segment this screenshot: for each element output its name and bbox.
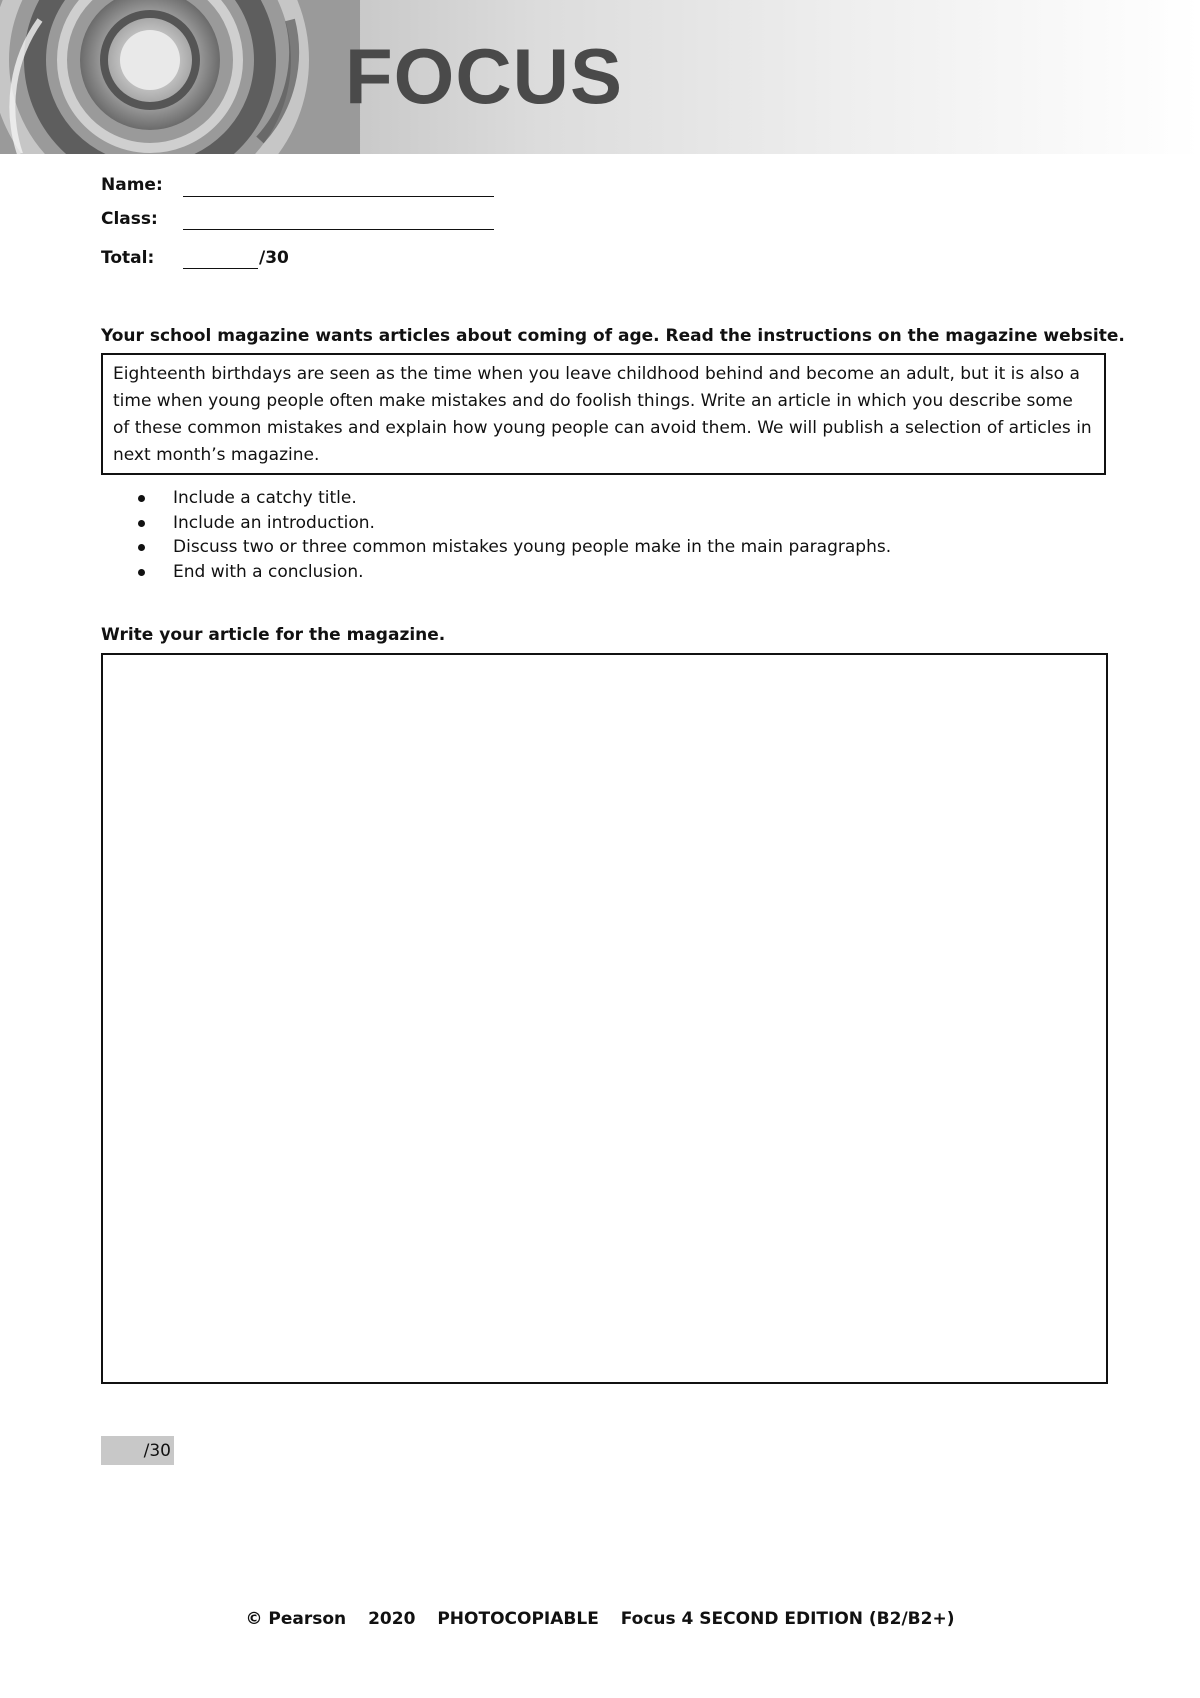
footer-year: 2020 [368,1609,416,1629]
list-item: End with a conclusion. [135,560,891,585]
task-bullet-list [135,486,891,584]
class-label: Class: [101,209,158,229]
footer [0,1609,1200,1629]
list-item: Include a catchy title. [135,486,891,511]
article-answer-box[interactable] [101,653,1108,1384]
focus-logo: FOCUS [345,32,623,120]
list-item: Discuss two or three common mistakes young people make in the main paragraphs. [135,535,891,560]
task-box: Eighteenth birthdays are seen as the time when you leave childhood behind and become an adult, but it is also a time when young people often make mistakes and do foolish things. Write an article in which you describe some of these common mistakes and explain how young people can avoid them. We will publish a selection of articles in next month’s magazine. [101,353,1106,475]
score-max: /30 [143,1441,171,1461]
write-prompt: Write your article for the magazine. [101,625,446,645]
class-field[interactable] [183,229,494,230]
name-label: Name: [101,175,163,195]
total-max: /30 [259,248,289,268]
footer-photocopiable: PHOTOCOPIABLE [437,1609,599,1629]
header-banner [0,0,1200,154]
footer-edition: Focus 4 SECOND EDITION (B2/B2+) [620,1609,955,1629]
total-field[interactable] [183,268,258,269]
list-item: Include an introduction. [135,511,891,536]
score-box [101,1436,174,1465]
footer-copyright: © Pearson [245,1609,347,1629]
name-field[interactable] [183,196,494,197]
total-label: Total: [101,248,155,268]
task-intro: Your school magazine wants articles about coming of age. Read the instructions on the magazine website. [101,326,1125,346]
circular-pattern-graphic [0,0,360,154]
